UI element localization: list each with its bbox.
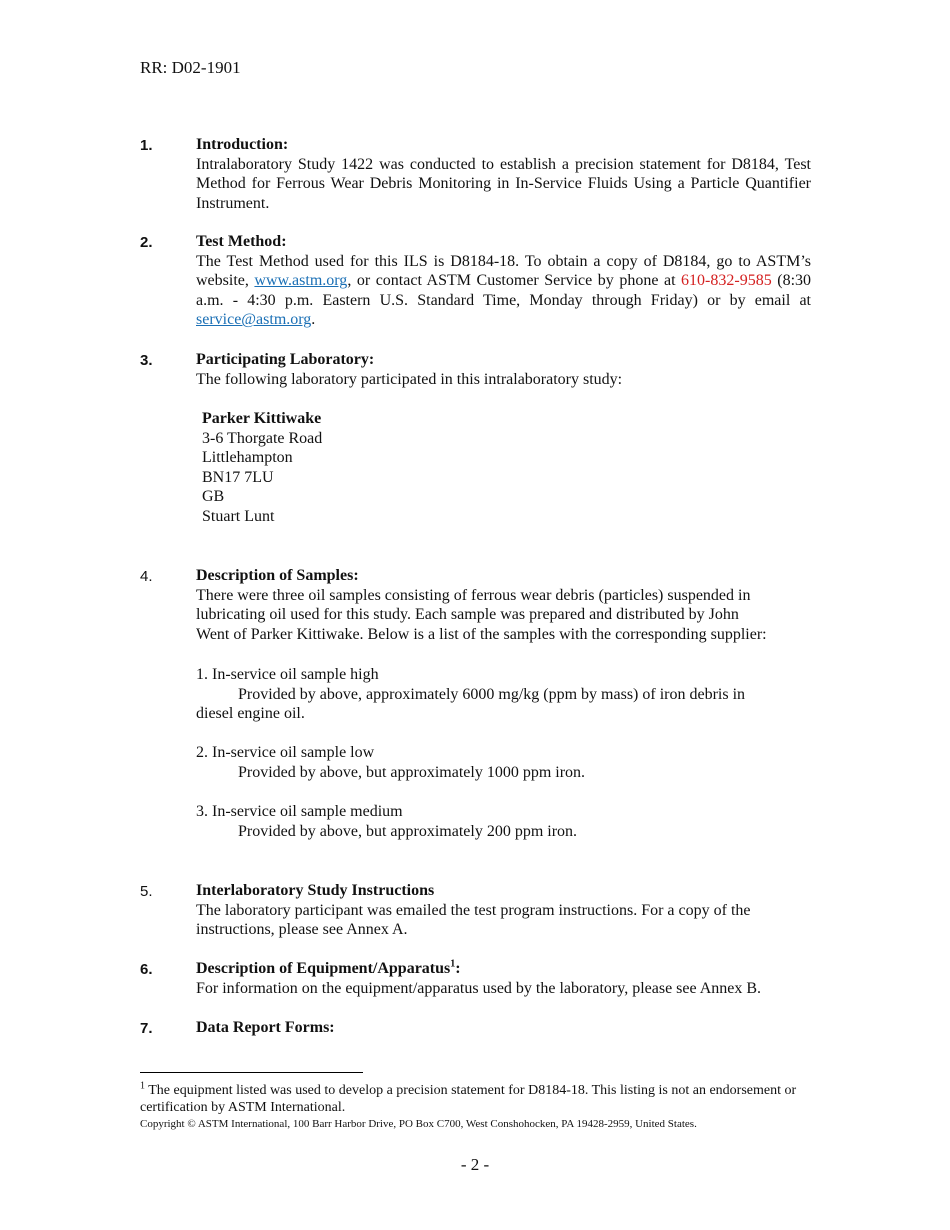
lab-name: Parker Kittiwake xyxy=(202,410,322,427)
footnote-mark: 1 xyxy=(140,1080,145,1092)
section-2 xyxy=(196,232,811,330)
section-2-text xyxy=(196,252,811,330)
section-3-text: The following laboratory participated in this intralaboratory study: xyxy=(196,370,623,388)
section-7-number: 7. xyxy=(140,1020,153,1037)
astm-website-link[interactable]: www.astm.org xyxy=(254,272,348,290)
section-7-title: Data Report Forms: xyxy=(196,1019,335,1036)
section-6 xyxy=(196,959,811,998)
sample-1-desc-1: Provided by above, approximately 6000 mg/kg (ppm by mass) of iron debris in xyxy=(238,685,746,703)
sample-3 xyxy=(196,802,811,841)
section-7 xyxy=(196,1018,811,1038)
lab-address-line-4: GB xyxy=(202,488,225,506)
footnote xyxy=(140,1082,800,1116)
email-link[interactable]: service@astm.org xyxy=(196,311,312,329)
section-1 xyxy=(196,135,811,213)
section-1-text: Intralaboratory Study 1422 was conducted to establish a precision statement for D8184, Test Method for Ferrous Wear Debris Monitoring in In-Service Fluids Using a Particle Quantifier Instrument. xyxy=(196,155,811,212)
footnote-text: The equipment listed was used to develop a precision statement for D8184-18. This listing is not an endorsement or certification by ASTM International. xyxy=(140,1083,797,1115)
section-2-number: 2. xyxy=(140,234,153,251)
footnote-divider xyxy=(140,1072,363,1073)
section-2-text-c: (8:30 a.m. - 4:30 p.m. Eastern U.S. Standard Time, Monday through Friday) or by email at xyxy=(196,272,812,309)
phone-number: 610-832-9585 xyxy=(681,272,772,290)
section-2-title: Test Method: xyxy=(196,233,287,250)
footnote-ref-1: 1 xyxy=(450,958,456,970)
section-1-number: 1. xyxy=(140,137,153,154)
section-6-title xyxy=(196,959,811,979)
section-4-title: Description of Samples: xyxy=(196,567,359,584)
section-5-line-1: The laboratory participant was emailed the test program instructions. For a copy of the xyxy=(196,901,751,919)
sample-1 xyxy=(196,665,811,724)
sample-3-title: 3. In-service oil sample medium xyxy=(196,803,403,820)
sample-2-title: 2. In-service oil sample low xyxy=(196,744,375,761)
section-3-title: Participating Laboratory: xyxy=(196,351,375,368)
section-5 xyxy=(196,881,811,940)
section-2-text-b: , or contact ASTM Customer Service by phone at xyxy=(347,272,682,290)
section-6-number: 6. xyxy=(140,961,153,978)
sample-2-desc: Provided by above, but approximately 1000 ppm iron. xyxy=(238,763,586,781)
section-1-title: Introduction: xyxy=(196,136,289,153)
section-2-text-d: . xyxy=(311,311,316,329)
section-4 xyxy=(196,566,811,644)
section-4-line-1: There were three oil samples consisting of ferrous wear debris (particles) suspended in xyxy=(196,586,751,604)
section-5-number: 5. xyxy=(140,883,153,900)
section-5-title: Interlaboratory Study Instructions xyxy=(196,882,435,899)
section-6-title-text: Description of Equipment/Apparatus xyxy=(196,960,451,977)
lab-address-line-2: Littlehampton xyxy=(202,449,293,467)
lab-address-line-3: BN17 7LU xyxy=(202,468,274,486)
section-2-text-a: The Test Method used for this ILS is D8184-18. To obtain a copy of D8184, go to ASTM’s website, xyxy=(196,252,811,290)
lab-address xyxy=(202,409,322,527)
lab-address-line-1: 3-6 Thorgate Road xyxy=(202,429,323,447)
section-4-number: 4. xyxy=(140,568,153,585)
section-6-title-colon: : xyxy=(455,960,461,977)
lab-contact: Stuart Lunt xyxy=(202,507,275,525)
page-number: - 2 - xyxy=(460,1155,490,1174)
section-3-number: 3. xyxy=(140,352,153,369)
sample-1-title: 1. In-service oil sample high xyxy=(196,666,379,683)
sample-2 xyxy=(196,743,811,782)
running-header: RR: D02-1901 xyxy=(140,58,241,77)
section-6-text: For information on the equipment/apparatus used by the laboratory, please see Annex B. xyxy=(196,979,762,997)
section-3 xyxy=(196,350,811,389)
sample-1-desc-2: diesel engine oil. xyxy=(196,705,305,723)
section-5-line-2: instructions, please see Annex A. xyxy=(196,921,408,939)
section-4-line-3: Went of Parker Kittiwake. Below is a list of the samples with the corresponding supplier: xyxy=(196,625,767,643)
copyright-notice: Copyright © ASTM International, 100 Barr Harbor Drive, PO Box C700, West Conshohocken, PA 19428-2959, United States. xyxy=(140,1118,697,1130)
section-4-line-2: lubricating oil used for this study. Each sample was prepared and distributed by John xyxy=(196,606,739,624)
sample-3-desc: Provided by above, but approximately 200 ppm iron. xyxy=(238,822,578,840)
